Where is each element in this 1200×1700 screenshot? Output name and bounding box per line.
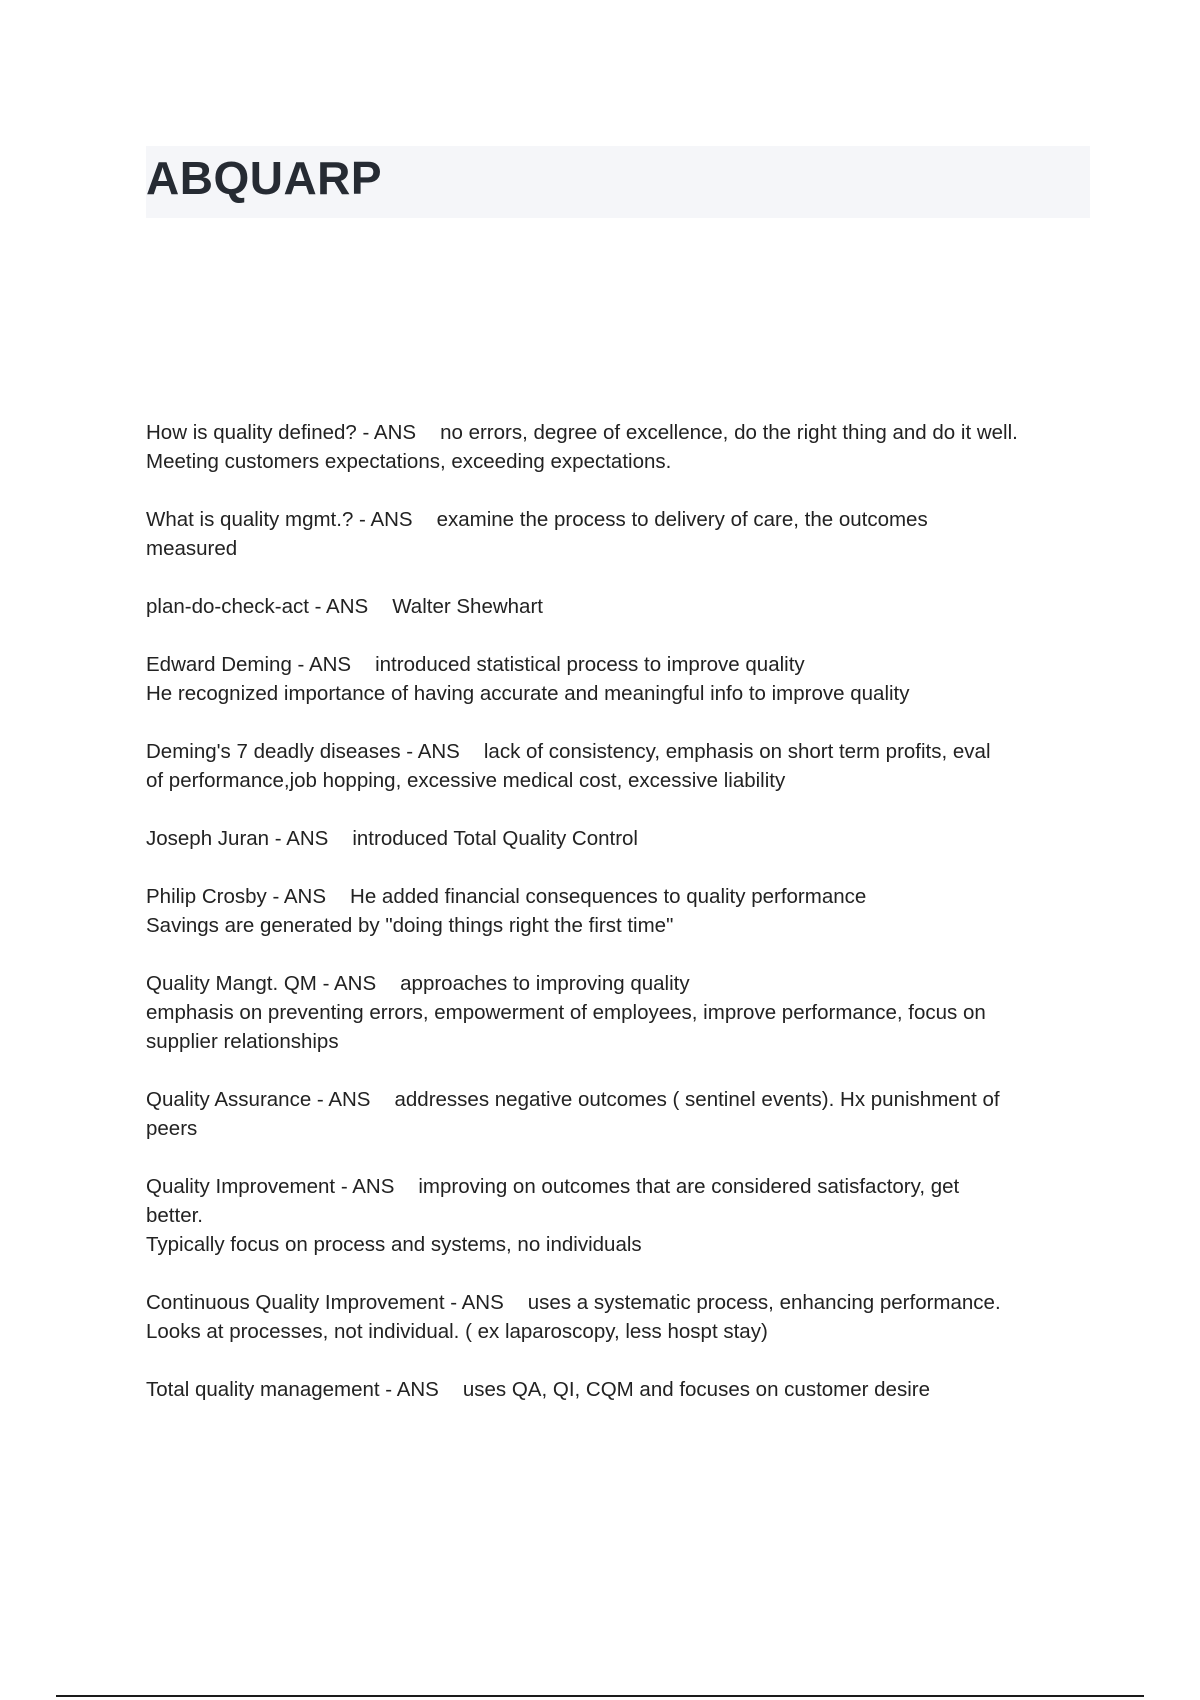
qa-question: How is quality defined? [146, 421, 357, 444]
qa-first-line [146, 969, 1096, 998]
qa-answer-text: introduced Total Quality Control [352, 827, 638, 850]
qa-item [146, 1288, 1096, 1346]
qa-answer-marker: ANS [396, 1378, 439, 1401]
qa-first-line [146, 824, 1096, 853]
qa-first-line [146, 1085, 1096, 1114]
qa-first-line [146, 882, 1096, 911]
qa-question: Quality Mangt. QM [146, 972, 317, 995]
qa-answer-text: examine the process to delivery of care, the outcomes [436, 508, 928, 531]
qa-answer-line: Typically focus on process and systems, no individuals [146, 1233, 642, 1256]
qa-answer-marker: ANS [461, 1291, 504, 1314]
qa-question: Quality Assurance [146, 1088, 312, 1111]
qa-answer-text: He added financial consequences to quality performance [350, 885, 867, 908]
qa-separator: - [316, 972, 334, 995]
qa-answer-text: introduced statistical process to improve quality [375, 653, 805, 676]
qa-answer-line: better. [146, 1204, 203, 1227]
qa-answer-line: emphasis on preventing errors, empowerment of employees, improve performance, focus on [146, 1001, 986, 1024]
qa-list [146, 418, 1096, 1433]
qa-answer-text: improving on outcomes that are considered satisfactory, get [418, 1175, 960, 1198]
qa-item [146, 418, 1096, 476]
qa-first-line [146, 1375, 1096, 1404]
qa-answer-line: measured [146, 537, 238, 560]
qa-separator: - [356, 421, 374, 444]
qa-question: Joseph Juran [146, 827, 270, 850]
qa-item [146, 592, 1096, 621]
qa-answer-line: supplier relationships [146, 1030, 339, 1053]
qa-item [146, 1375, 1096, 1404]
qa-answer-marker: ANS [326, 595, 369, 618]
qa-answer-line: peers [146, 1117, 198, 1140]
qa-separator: - [444, 1291, 462, 1314]
qa-answer-text: uses a systematic process, enhancing performance. [527, 1291, 1001, 1314]
qa-answer-text: approaches to improving quality [400, 972, 690, 995]
qa-answer-line: Meeting customers expectations, exceeding expectations. [146, 450, 672, 473]
qa-separator: - [335, 1175, 353, 1198]
qa-question: Edward Deming [146, 653, 292, 676]
qa-separator: - [266, 885, 284, 908]
qa-answer-text: uses QA, QI, CQM and focuses on customer desire [462, 1378, 930, 1401]
qa-first-line [146, 1172, 1096, 1201]
page-title: ABQUARP [146, 152, 383, 204]
qa-answer-marker: ANS [373, 421, 417, 444]
title-banner [146, 146, 1090, 218]
qa-answer-marker: ANS [308, 653, 352, 676]
qa-answer-text: no errors, degree of excellence, do the right thing and do it well. [440, 421, 1018, 444]
qa-answer-marker: ANS [333, 972, 377, 995]
qa-question: Continuous Quality Improvement [146, 1291, 445, 1314]
qa-first-line [146, 505, 1096, 534]
qa-answer-text: addresses negative outcomes ( sentinel events). Hx punishment of [394, 1088, 1000, 1111]
qa-question: What is quality mgmt.? [146, 508, 354, 531]
qa-separator: - [308, 595, 327, 618]
qa-question: Deming's 7 deadly diseases [146, 740, 401, 763]
qa-first-line [146, 418, 1096, 447]
page-divider [56, 1695, 1144, 1697]
qa-answer-line: Savings are generated by "doing things right the first time" [146, 914, 674, 937]
qa-item [146, 737, 1096, 795]
qa-question: Philip Crosby [146, 885, 267, 908]
qa-answer-text: lack of consistency, emphasis on short term profits, eval [483, 740, 991, 763]
qa-item [146, 650, 1096, 708]
qa-answer-marker: ANS [283, 885, 327, 908]
qa-answer-line: He recognized importance of having accurate and meaningful info to improve quality [146, 682, 910, 705]
qa-answer-text: Walter Shewhart [392, 595, 543, 618]
qa-item [146, 505, 1096, 563]
qa-answer-marker: ANS [370, 508, 413, 531]
qa-first-line [146, 737, 1096, 766]
qa-answer-line: of performance,job hopping, excessive medical cost, excessive liability [146, 769, 786, 792]
qa-item [146, 1085, 1096, 1143]
qa-answer-marker: ANS [286, 827, 329, 850]
qa-separator: - [353, 508, 371, 531]
qa-item [146, 824, 1096, 853]
qa-answer-marker: ANS [352, 1175, 395, 1198]
qa-separator: - [311, 1088, 329, 1111]
qa-item [146, 969, 1096, 1056]
qa-answer-marker: ANS [417, 740, 460, 763]
qa-item [146, 882, 1096, 940]
qa-item [146, 1172, 1096, 1259]
qa-separator: - [379, 1378, 397, 1401]
qa-first-line [146, 1288, 1096, 1317]
qa-question: plan-do-check-act [146, 595, 309, 618]
qa-separator: - [291, 653, 309, 676]
qa-first-line [146, 650, 1096, 679]
qa-separator: - [269, 827, 287, 850]
qa-first-line [146, 592, 1096, 621]
qa-separator: - [400, 740, 418, 763]
qa-answer-line: Looks at processes, not individual. ( ex laparoscopy, less hospt stay) [146, 1320, 768, 1343]
qa-question: Total quality management [146, 1378, 380, 1401]
qa-question: Quality Improvement [146, 1175, 336, 1198]
qa-answer-marker: ANS [328, 1088, 371, 1111]
